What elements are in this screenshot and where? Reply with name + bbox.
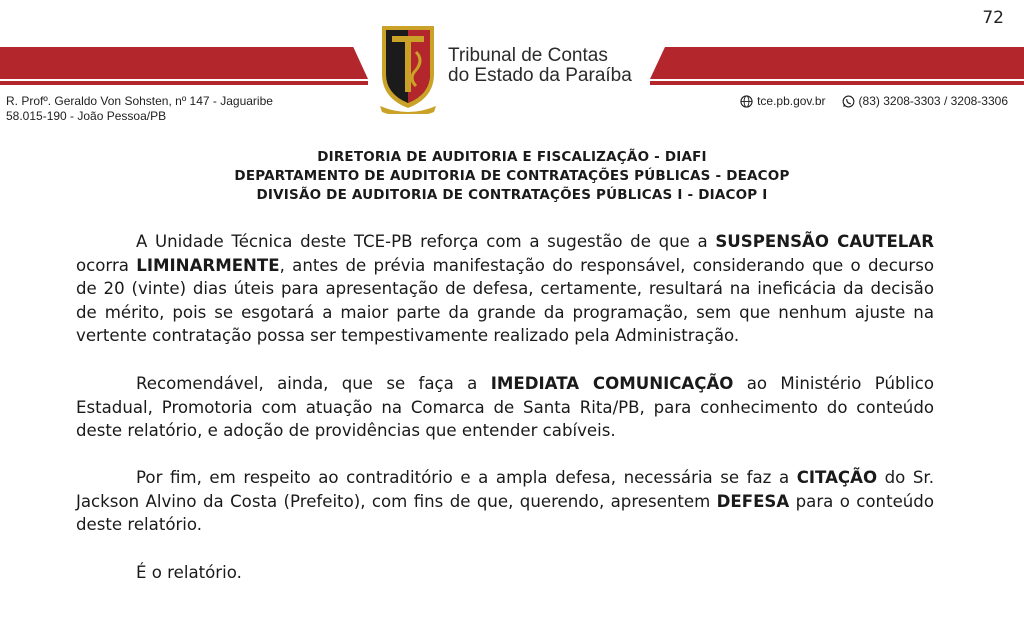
paragraph-closing [76, 561, 934, 585]
tce-crest-logo [376, 22, 440, 114]
p2-text-1: Recomendável, ainda, que se faça a [136, 374, 491, 393]
department-line-3: DIVISÃO DE AUDITORIA DE CONTRATAÇÕES PÚBLICAS I - DIACOP I [256, 187, 768, 203]
phone-contact[interactable] [842, 94, 1008, 108]
header-band-left [0, 47, 368, 87]
header-band-right [650, 47, 1024, 87]
paragraph-citacao [76, 466, 934, 537]
phone-text: (83) 3208-3303 / 3208-3306 [858, 94, 1008, 108]
p3-bold-1: CITAÇÃO [796, 468, 878, 487]
website-contact[interactable] [740, 94, 825, 108]
department-line-1: DIRETORIA DE AUDITORIA E FISCALIZAÇÃO - DIAFI [317, 149, 707, 165]
page-number: 72 [982, 8, 1004, 28]
paragraph-comunicacao [76, 372, 934, 443]
p3-text-1: Por fim, em respeito ao contraditório e a ampla defesa, necessária se faz a [136, 468, 797, 487]
globe-icon [740, 95, 753, 108]
p1-text-3: , antes de prévia manifestação do responsável, considerando que o decurso de 20 (vinte) dias úteis para apresentação de defesa, certamente, resultará na ineficácia da decisão de mérito, pois se esgotará a maior parte da grande da programação, sem que nenhum ajuste na vertente contratação possa ser tempestivamente realizado pela Administração. [76, 255, 934, 345]
department-heading [0, 148, 1024, 205]
paragraph-suspensao [76, 230, 934, 348]
whatsapp-icon [842, 95, 855, 108]
address-line2: 58.015-190 - João Pessoa/PB [6, 109, 167, 123]
p3-text-2: do Sr. Jackson Alvino da Costa (Prefeito), com fins de que, querendo, apresentem [76, 468, 934, 511]
p2-text-2: ao Ministério Público Estadual, Promotoria com atuação na Comarca de Santa Rita/PB, para conhecimento do conteúdo deste relatório, e adoção de providências que entender cabíveis. [76, 374, 935, 440]
org-name [448, 46, 632, 86]
p3-text-3: para o conteúdo deste relatório. [76, 491, 934, 534]
p1-bold-2: LIMINARMENTE [136, 255, 280, 275]
p1-bold-1: SUSPENSÃO CAUTELAR [715, 232, 934, 251]
org-name-line1: Tribunal de Contas [448, 45, 608, 66]
department-line-2: DEPARTAMENTO DE AUDITORIA DE CONTRATAÇÕES PÚBLICAS - DEACOP [234, 168, 790, 184]
p3-bold-2: DEFESA [716, 491, 790, 511]
address-line1: R. Profº. Geraldo Von Sohsten, nº 147 - Jaguaribe [6, 94, 273, 108]
contacts [740, 94, 1008, 108]
p2-bold-1: IMEDIATA COMUNICAÇÃO [490, 374, 734, 393]
p1-text-2: ocorra [76, 255, 137, 275]
org-name-line2: do Estado da Paraíba [448, 65, 632, 86]
p1-text-1: A Unidade Técnica deste TCE-PB reforça com a sugestão de que a [136, 232, 716, 251]
p4-text-1: É o relatório. [136, 563, 242, 582]
address [6, 94, 273, 124]
website-text: tce.pb.gov.br [757, 94, 826, 108]
